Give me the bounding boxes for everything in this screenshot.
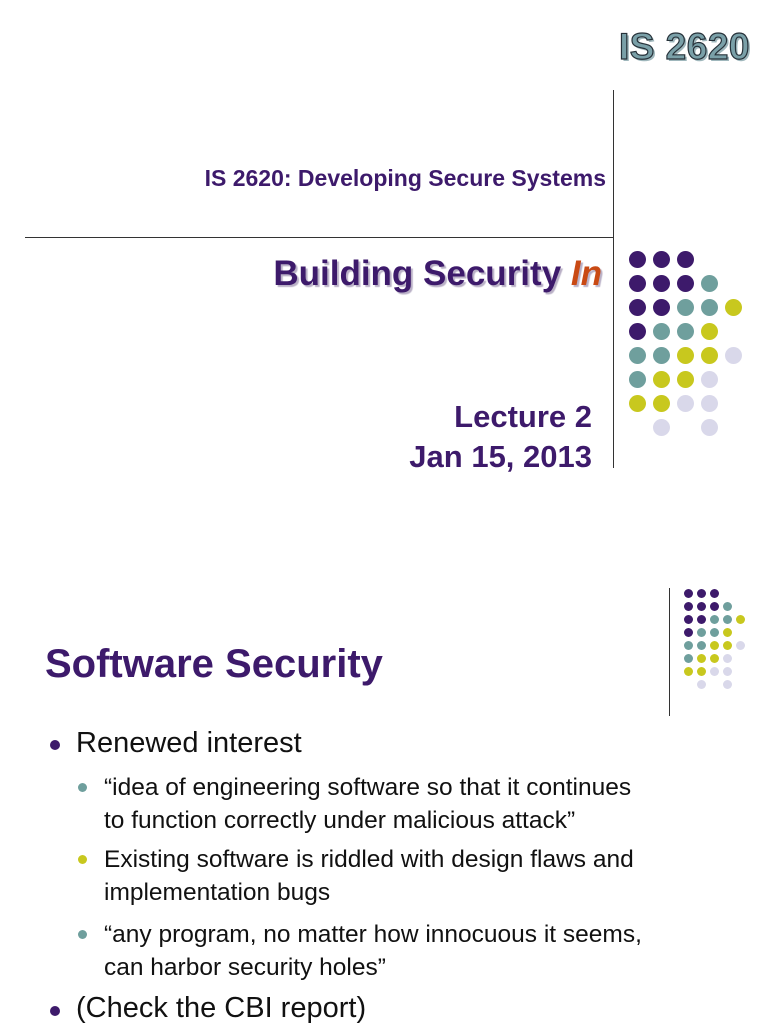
bullet-marker <box>50 1006 60 1016</box>
decorative-dot <box>684 654 693 663</box>
decorative-dot <box>725 299 742 316</box>
decorative-dot <box>697 589 706 598</box>
decorative-dot <box>629 275 646 292</box>
sub-bullet-marker <box>78 855 87 864</box>
sub-bullet-line: “any program, no matter how innocuous it seems, <box>104 921 642 948</box>
decorative-dot <box>723 641 732 650</box>
decorative-dot <box>710 602 719 611</box>
lecture-date: Jan 15, 2013 <box>409 439 592 474</box>
decorative-dot <box>701 347 718 364</box>
decorative-dot <box>723 680 732 689</box>
bullet-item: Renewed interest <box>76 727 302 759</box>
horizontal-divider <box>25 237 614 238</box>
decorative-dot <box>697 615 706 624</box>
decorative-dot <box>684 602 693 611</box>
decorative-dot <box>684 589 693 598</box>
bullet-item: (Check the CBI report) <box>76 992 367 1024</box>
decorative-dot <box>697 667 706 676</box>
decorative-dot <box>723 667 732 676</box>
decorative-dot <box>684 615 693 624</box>
sub-bullet-line: Existing software is riddled with design flaws and <box>104 846 634 873</box>
sub-bullet-item <box>104 771 631 837</box>
decorative-dot <box>653 251 670 268</box>
sub-bullet-line: can harbor security holes” <box>104 954 386 981</box>
sub-bullet-line: implementation bugs <box>104 879 331 906</box>
decorative-dot <box>629 299 646 316</box>
decorative-dot <box>653 323 670 340</box>
course-tag: IS 2620 <box>618 26 750 67</box>
decorative-dot <box>684 667 693 676</box>
decorative-dot <box>723 602 732 611</box>
decorative-dot <box>629 347 646 364</box>
lecture-number: Lecture 2 <box>454 399 592 434</box>
sub-bullet-line: to function correctly under malicious attack” <box>104 807 576 834</box>
decorative-dot <box>629 251 646 268</box>
decorative-dot <box>684 628 693 637</box>
decorative-dot <box>723 654 732 663</box>
decorative-dot <box>736 641 745 650</box>
decorative-dot <box>701 323 718 340</box>
decorative-dot <box>677 347 694 364</box>
decorative-dot <box>710 615 719 624</box>
decorative-dot <box>653 419 670 436</box>
decorative-dot <box>725 347 742 364</box>
lecture-info <box>409 397 592 477</box>
decorative-dot <box>710 628 719 637</box>
decorative-dot <box>697 641 706 650</box>
decorative-dot <box>736 615 745 624</box>
decorative-dot <box>653 395 670 412</box>
slide-title-main: Building Security <box>273 254 571 293</box>
bullet-marker <box>50 740 60 750</box>
decorative-dot <box>677 395 694 412</box>
decorative-dot <box>701 299 718 316</box>
decorative-dot <box>701 371 718 388</box>
decorative-dot <box>653 299 670 316</box>
decorative-dot <box>677 323 694 340</box>
decorative-dot <box>697 654 706 663</box>
sub-bullet-item <box>104 918 642 984</box>
course-title: IS 2620: Developing Secure Systems <box>204 165 606 191</box>
slide-title <box>273 254 602 294</box>
decorative-dot <box>653 275 670 292</box>
section-heading: Software Security <box>45 642 383 686</box>
slide-title-accent: In <box>570 254 602 293</box>
decorative-dot <box>684 641 693 650</box>
decorative-dot <box>701 275 718 292</box>
vertical-divider <box>613 90 614 468</box>
decorative-dot <box>697 628 706 637</box>
decorative-dot <box>653 347 670 364</box>
decorative-dot <box>677 275 694 292</box>
decorative-dot <box>629 395 646 412</box>
sub-bullet-marker <box>78 783 87 792</box>
decorative-dot <box>710 641 719 650</box>
decorative-dot <box>701 419 718 436</box>
sub-bullet-line: “idea of engineering software so that it continues <box>104 774 632 801</box>
decorative-dot <box>677 299 694 316</box>
sub-bullet-marker <box>78 930 87 939</box>
decorative-dot <box>701 395 718 412</box>
decorative-dot <box>710 589 719 598</box>
decorative-dot <box>710 654 719 663</box>
sub-bullet-item <box>104 843 634 909</box>
decorative-dot <box>629 371 646 388</box>
decorative-dot <box>697 680 706 689</box>
decorative-dot <box>677 251 694 268</box>
decorative-dot <box>710 667 719 676</box>
decorative-dot <box>653 371 670 388</box>
decorative-dot <box>697 602 706 611</box>
decorative-dot <box>723 615 732 624</box>
decorative-dot <box>723 628 732 637</box>
decorative-dot <box>629 323 646 340</box>
vertical-divider-small <box>669 588 670 716</box>
decorative-dot <box>677 371 694 388</box>
